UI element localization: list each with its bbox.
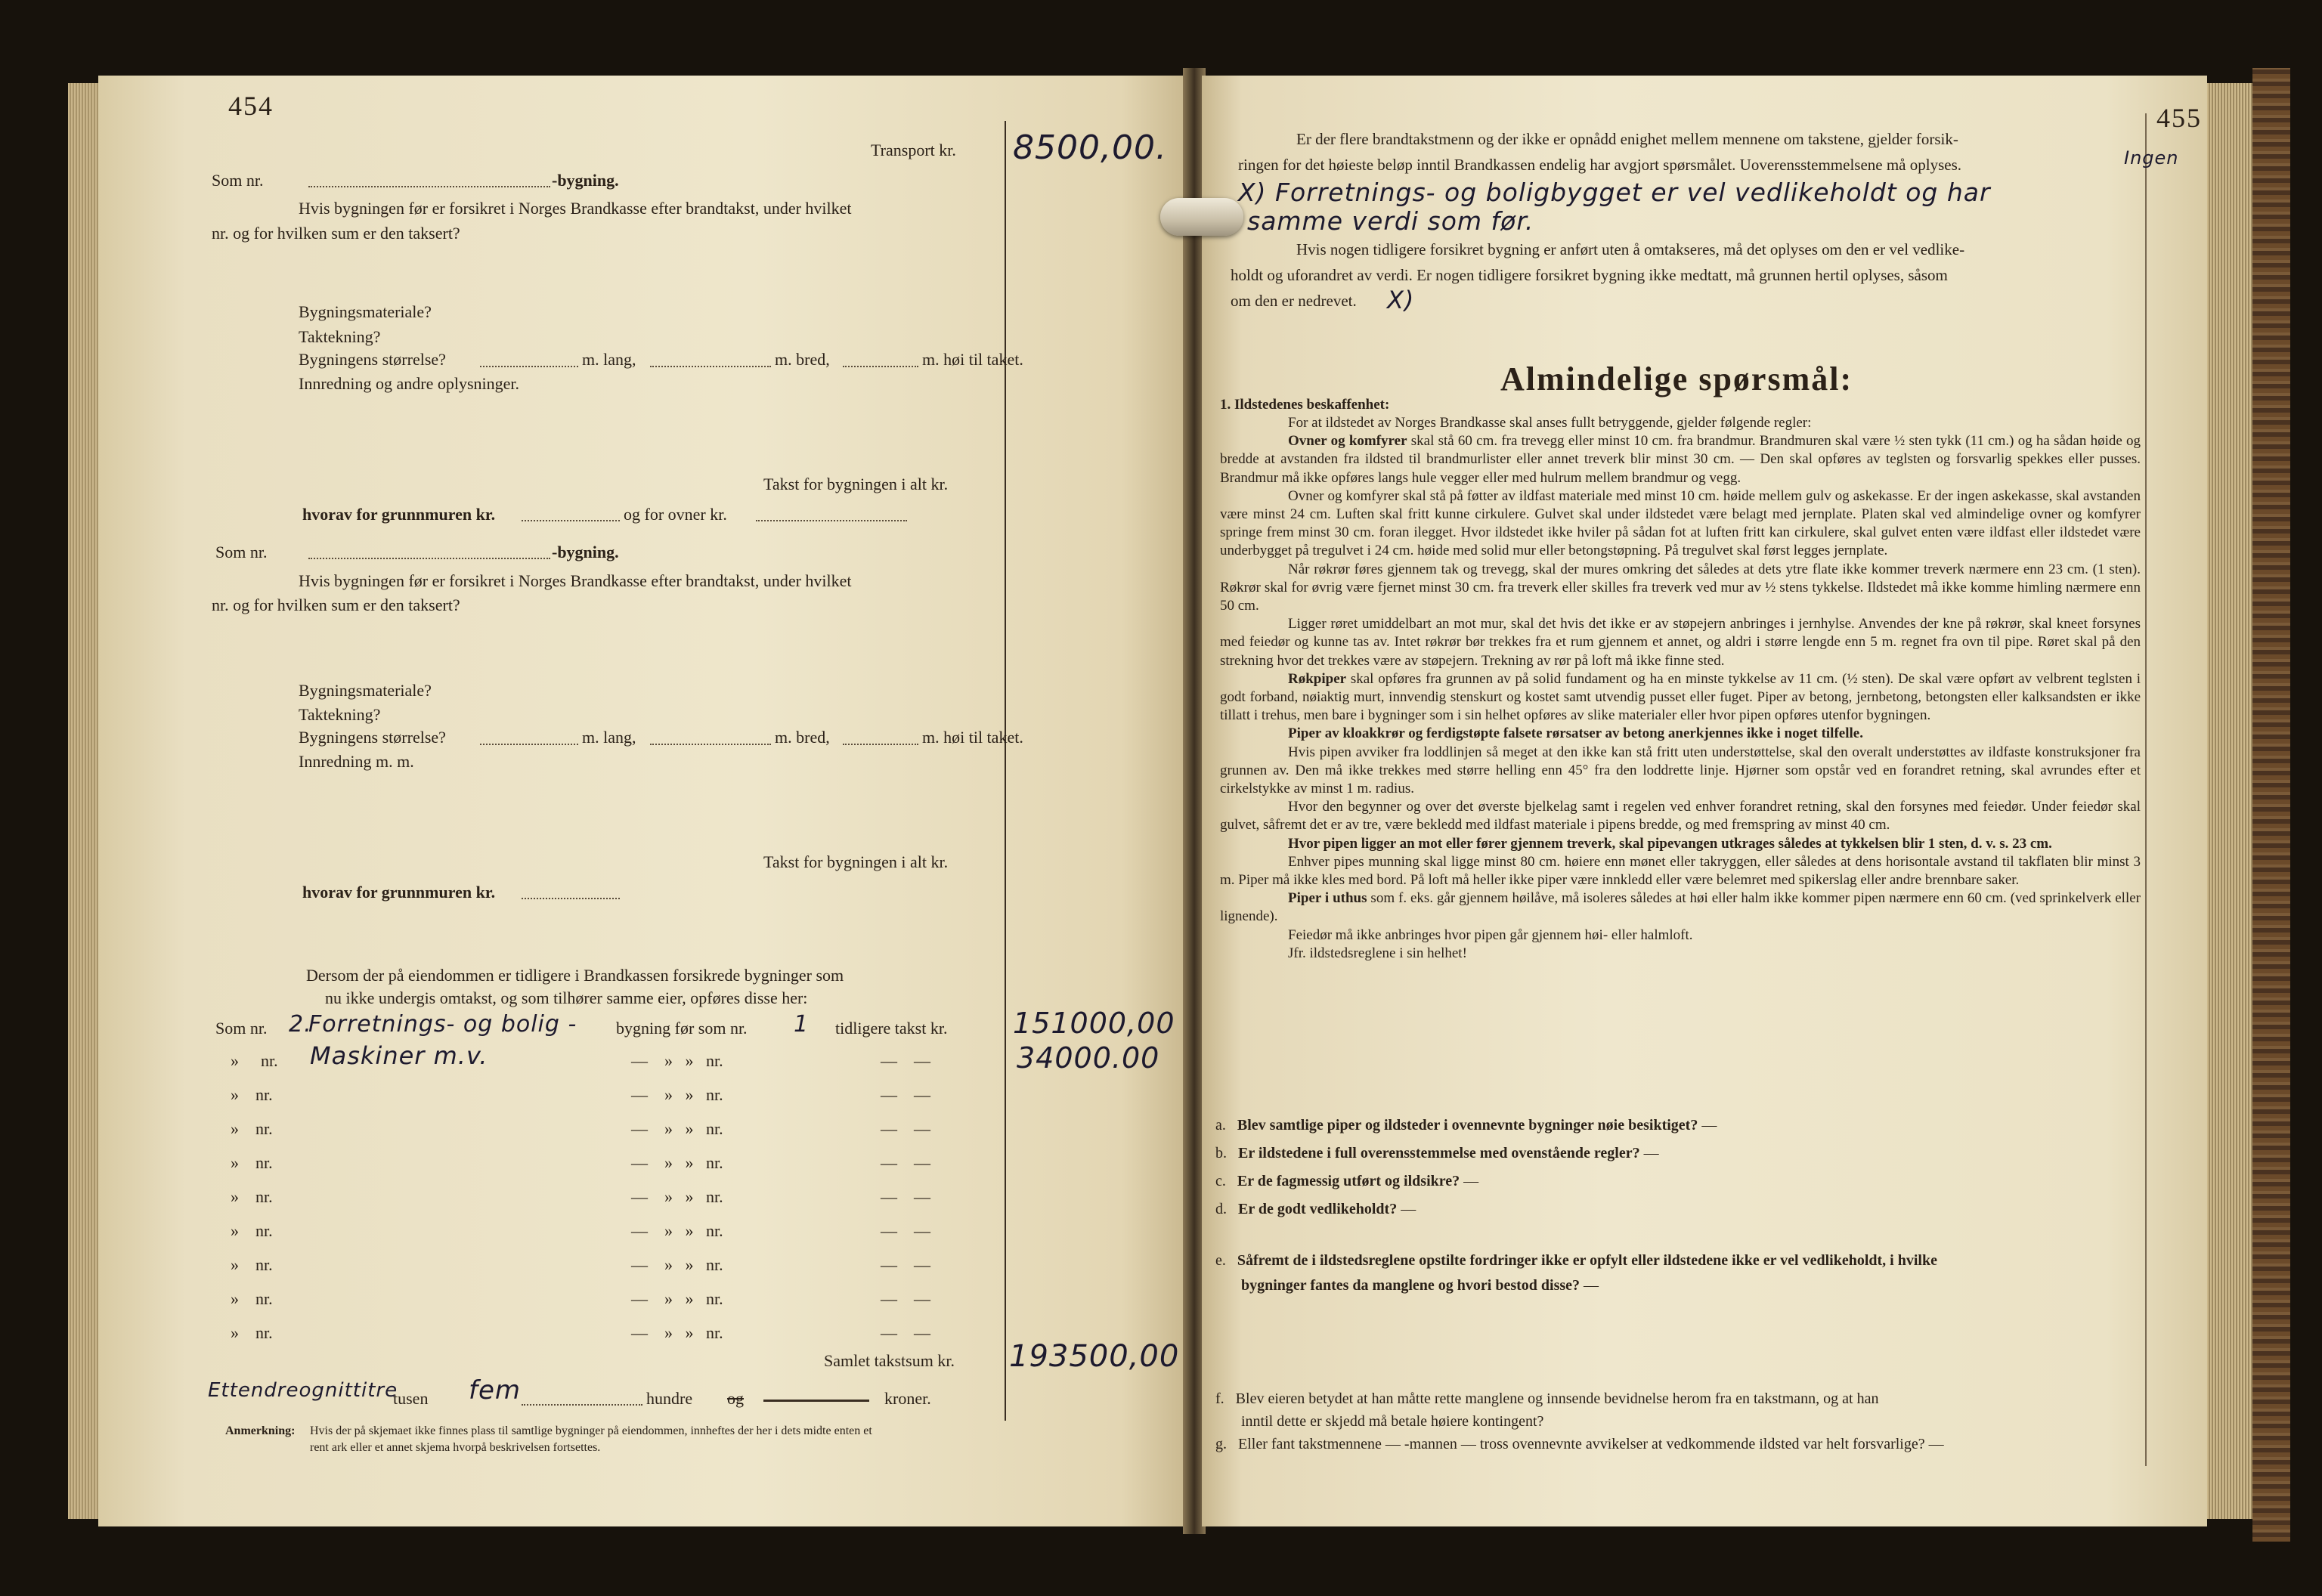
- rule-rokpiper: Røkpiper skal opføres fra grunnen av på solid fundament og ha en minste tykkelse av 11 cm. (½ sten). De skal være opført av velbrent teglsten i godt forband, nøiaktig murt, innvendig stenskurt og kostet samt utvendig pusset eller fuget. Piper av betong, jernbetong, betongsten eller kalksandsten er ikke tillatt i trehus, men bare i bygninger som i sin helhet opføres av slike materialer eller hvor pipen opføres utenfor bygningen.: [1220, 670, 2141, 724]
- rule-feiedor: Hvor den begynner og over det øverste bjelkelag samt i regelen ved enhver forandret retning, skal den forsynes med feiedør. Under feiedør skal gulvet, såfremt det er av tre, være bekledd med ildfast materiale i pipens bredde, og med fremspring av minst 40 cm.: [1220, 799, 2141, 834]
- anmerkning-text-2: rent ark eller et annet skjema hvorpå beskrivelsen fortsettes.: [310, 1441, 601, 1454]
- hvorav-label-1: hvorav for grunnmuren kr.: [302, 505, 496, 524]
- row-9: » nr.: [231, 1289, 273, 1308]
- right-margin-rule: [2145, 113, 2147, 1466]
- som-nr-label: Som nr.: [212, 171, 264, 190]
- row7-end: — —: [881, 1221, 930, 1240]
- answer-a: —: [1701, 1117, 1717, 1134]
- prev-line-2: holdt og uforandret av verdi. Er nogen tidligere forsikret bygning ikke medtatt, må grunnen hertil oplyses, såsom: [1231, 266, 1948, 284]
- left-page-edge: [68, 83, 98, 1519]
- interior-label-1: Innredning og andre oplysninger.: [299, 374, 520, 393]
- material-label-2: Bygningsmateriale?: [299, 681, 432, 700]
- right-page: [1202, 76, 2207, 1526]
- prev-line-1: Hvis nogen tidligere forsikret bygning er anført uten å omtakseres, må det oplyses om den er vel vedlike-: [1296, 240, 1965, 258]
- other-buildings-intro-2: nu ikke undergis omtakst, og som tilhører samme eier, opføres disse her:: [325, 988, 808, 1007]
- row9-mid: — » » nr.: [631, 1289, 723, 1308]
- row2-end: — —: [881, 1051, 930, 1070]
- row9-end: — —: [881, 1289, 930, 1308]
- ovner-label: og for ovner kr.: [624, 505, 727, 524]
- row2-quote: »: [231, 1051, 239, 1070]
- answer-d: —: [1401, 1201, 1416, 1217]
- row1-tidligere: tidligere takst kr.: [835, 1019, 948, 1038]
- prev-hw-mark: X): [1387, 286, 1415, 314]
- answer-c: —: [1463, 1173, 1479, 1189]
- m-bred-2: m. bred,: [775, 728, 830, 747]
- hw-note-line-2: samme verdi som før.: [1247, 206, 1534, 236]
- question-e: e. Såfremt de i ildstedsreglene opstilte fordringer ikke er opfylt eller ildstedene ikke er vel vedlikeholdt, i hvilke: [1215, 1252, 1937, 1269]
- row-4: » nr.: [231, 1119, 273, 1138]
- words-hundreds: fem: [469, 1375, 522, 1406]
- question-f: f. Blev eieren betydet at han måtte rette manglene og innsende bevidnelse herom fra en takstmann, og at han: [1215, 1390, 1879, 1407]
- words-og: og: [727, 1389, 744, 1408]
- other-buildings-intro-1: Dersom der på eiendommen er tidligere i Brandkassen forsikrede bygninger som: [306, 966, 844, 985]
- transport-label: Transport kr.: [871, 141, 956, 159]
- size-dots-1a: [480, 366, 578, 367]
- row2-mid: — » » nr.: [631, 1051, 723, 1070]
- row5-end: — —: [881, 1153, 930, 1172]
- question-g: g. Eller fant takstmennene — -mannen — tross ovennevnte avvikelser at vedkommende ildsted var helt forsvarlige? —: [1215, 1436, 1944, 1452]
- right-page-edge: [2207, 83, 2252, 1519]
- interior-label-2: Innredning m. m.: [299, 752, 414, 771]
- row1-prev-value: 151000,00: [1013, 1007, 1175, 1040]
- block1-question-2: nr. og for hvilken sum er den taksert?: [212, 224, 460, 243]
- left-vertical-rule: [1005, 121, 1006, 1421]
- rule-ovner-fot: Ovner og komfyrer skal stå på føtter av ildfast materiale med minst 10 cm. høide mellem gulv og askekasse. Er der ingen askekasse, skal avstanden være minst 24 cm. Luften skal fritt kunne cirkulere. Gulvet skal under ildstedet være belagt med jernplate. Platen skal ved almindelige ovner og komfyrer springe frem minst 30 cm. foran ilegget. Hvor ildstedet ikke hviler på sådan fot at luften fritt kan cirkulere, skal gulvet enten være ildfast eller ildstedet være underbygget på tregulvet i 24 cm. høide med solid mur eller betongstøpning. På tregulvet skal først legges jernplate.: [1220, 487, 2141, 559]
- binding-thread: [1160, 198, 1243, 236]
- intro-line-2: ringen for det høieste beløp inntil Brandkassen endelig har avgjort spørsmålet. Uoverensstemmelsene må oplyses.: [1238, 156, 1962, 174]
- rule-hoiloft: Feiedør må ikke anbringes hvor pipen går gjennem høi- eller halmloft.: [1288, 926, 1693, 943]
- page-number-right: 455: [2156, 103, 2202, 133]
- bygning-label: -bygning.: [552, 171, 619, 190]
- block1-question-1: Hvis bygningen før er forsikret i Norges Brandkasse efter brandtakst, under hvilket: [299, 199, 852, 218]
- size-dots-2b: [650, 744, 771, 745]
- size-dots-1c: [843, 366, 918, 367]
- question-c: c. Er de fagmessig utført og ildsikre? —: [1215, 1173, 1479, 1189]
- row-6: » nr.: [231, 1187, 273, 1206]
- size-label-1: Bygningens størrelse?: [299, 350, 446, 369]
- row3-mid: — » » nr.: [631, 1085, 723, 1104]
- row-10: » nr.: [231, 1323, 273, 1342]
- material-label-1: Bygningsmateriale?: [299, 302, 432, 321]
- rule-rokror: Når røkrør føres gjennem tak og trevegg, skal der mures omkring det således at dets ytre flate ikke kommer treverk nærmere enn 23 cm. (1 sten). Røkrør skal for øvrig være fjernet minst 30 cm. fra treverk eller skilles fra treverk ved mur av ½ stens tykkelse. Ildstedet må ikke komme himling nærmere enn 50 cm.: [1220, 561, 2141, 614]
- anmerkning-label: Anmerkning:: [225, 1424, 296, 1437]
- takst-total-label-1: Takst for bygningen i alt kr.: [763, 475, 949, 493]
- rule-uthus: Piper i uthus som f. eks. går gjennem høilåve, må isoleres således at høi eller halm ikke kommer pipen nærmere enn 60 cm. (ved sprinkelverk eller lignende).: [1220, 890, 2141, 925]
- words-thousands: Ettendreognittitre: [208, 1379, 398, 1402]
- words-kroner: kroner.: [884, 1389, 931, 1408]
- words-dots: [522, 1404, 642, 1406]
- transport-value: 8500,00.: [1013, 128, 1167, 167]
- row10-mid: — » » nr.: [631, 1323, 723, 1342]
- bygning-label-2: -bygning.: [552, 543, 619, 561]
- row4-end: — —: [881, 1119, 930, 1138]
- som-nr-label-2: Som nr.: [215, 543, 268, 561]
- hvorav-label-2: hvorav for grunnmuren kr.: [302, 883, 496, 902]
- takst-total-label-2: Takst for bygningen i alt kr.: [763, 852, 949, 871]
- intro-line-1: Er der flere brandtakstmenn og der ikke er opnådd enighet mellem mennene om takstene, gjelder forsik-: [1296, 130, 1958, 148]
- row6-mid: — » » nr.: [631, 1187, 723, 1206]
- answer-b: —: [1643, 1145, 1659, 1161]
- row-5: » nr.: [231, 1153, 273, 1172]
- m-hoi-1: m. høi til taket.: [922, 350, 1023, 369]
- section-1-title: 1. Ildstedenes beskaffenhet:: [1220, 397, 1390, 413]
- hvorav-dots-1: [522, 520, 620, 521]
- row-7: » nr.: [231, 1221, 273, 1240]
- m-hoi-2: m. høi til taket.: [922, 728, 1023, 747]
- samlet-label: Samlet takstsum kr.: [824, 1351, 955, 1370]
- rule-intro: For at ildstedet av Norges Brandkasse skal anses fullt betryggende, gjelder følgende regler:: [1288, 415, 1812, 431]
- row1-som-nr: Som nr.: [215, 1019, 268, 1038]
- hw-note-line-1: X) Forretnings- og boligbygget er vel vedlikeholdt og har: [1238, 178, 1991, 207]
- rule-treverk: Hvor pipen ligger an mot eller fører gjennem treverk, skal pipevangen utkrages således at tykkelsen blir 1 sten, d. v. s. 23 cm.: [1288, 835, 2052, 852]
- row2-building-name: Maskiner m.v.: [310, 1041, 488, 1070]
- block2-question-1: Hvis bygningen før er forsikret i Norges Brandkasse efter brandtakst, under hvilket: [299, 571, 852, 590]
- hw-margin-note: Ingen: [2124, 147, 2179, 169]
- words-tusen: tusen: [393, 1389, 429, 1408]
- question-a: a. Blev samtlige piper og ildsteder i ovennevnte bygninger nøie besiktiget? —: [1215, 1117, 1717, 1134]
- row6-end: — —: [881, 1187, 930, 1206]
- row10-end: — —: [881, 1323, 930, 1342]
- rule-ovner: Ovner og komfyrer skal stå 60 cm. fra trevegg eller minst 10 cm. fra brandmur. Brandmuren skal være ½ sten tykk (11 cm.) og ha sådan høide og bredde at avstanden fra ildsted til brandmurlister eller annet treverk blir minst 30 cm. — Den skal opføres av teglsten og forsvarlig spekkes eller pusses. Brandmur må ikke opføres langs hule vegger eller med hulrum mellem brandmur og vegg.: [1220, 433, 2141, 486]
- row5-mid: — » » nr.: [631, 1153, 723, 1172]
- section-heading: Almindelige spørsmål:: [1500, 360, 1853, 397]
- answer-e: —: [1584, 1277, 1599, 1294]
- row-3: » nr.: [231, 1085, 273, 1104]
- row4-mid: — » » nr.: [631, 1119, 723, 1138]
- size-dots-2a: [480, 744, 578, 745]
- size-label-2: Bygningens størrelse?: [299, 728, 446, 747]
- rule-jfr: Jfr. ildstedsreglene i sin helhet!: [1288, 945, 1467, 961]
- rule-roret: Ligger røret umiddelbart an mot mur, skal det hvis det ikke er av støpejern anbringes i jernhylse. Anvendes der kne på røkrør, skal kneet forsynes med feiedør og kunne tas av. Intet røkrør bør trekkes fra et rum gjennem et annet, og aldri i større lengde enn 5 m. regnet fra ovn til pipe. Røret skal på den strekning hvor det trekkes være av støpejern. Trekning av rør på loft må ikke finne sted.: [1220, 616, 2141, 669]
- hvorav-dots-2: [522, 898, 620, 899]
- question-b: b. Er ildstedene i full overensstemmelse med ovenstående regler? —: [1215, 1145, 1659, 1161]
- fire-rules-body: [1220, 414, 2141, 963]
- som-nr-dots-2: [308, 558, 550, 559]
- row1-bygning-for: bygning før som nr.: [616, 1019, 748, 1038]
- ovner-dots: [756, 520, 907, 521]
- row-8: » nr.: [231, 1255, 273, 1274]
- block2-question-2: nr. og for hvilken sum er den taksert?: [212, 595, 460, 614]
- row8-mid: — » » nr.: [631, 1255, 723, 1274]
- roof-label-1: Taktekning?: [299, 327, 381, 346]
- row2-nr: nr.: [261, 1051, 278, 1070]
- samlet-value: 193500,00: [1009, 1339, 1180, 1374]
- row1-prev-nr: 1: [794, 1011, 810, 1038]
- m-bred-1: m. bred,: [775, 350, 830, 369]
- row7-mid: — » » nr.: [631, 1221, 723, 1240]
- size-dots-1b: [650, 366, 771, 367]
- question-e-line-2: bygninger fantes da manglene og hvori bestod disse? —: [1241, 1277, 1599, 1294]
- rule-munning: Enhver pipes munning skal ligge minst 80 cm. høiere enn mønet eller takryggen, eller således at dens horisontale avstand til takflaten blir minst 3 m. Piper må ikke kles med bord. På loft må heller ikke piper være innkledd eller være belemret med spikerslag eller andre brennbare saker.: [1220, 853, 2141, 889]
- row2-prev-value: 34000.00: [1017, 1041, 1160, 1075]
- row1-nr-value: 2.: [289, 1011, 312, 1038]
- prev-line-3: om den er nedrevet.: [1231, 292, 1357, 310]
- size-dots-2c: [843, 744, 918, 745]
- rule-loddlinje: Hvis pipen avviker fra loddlinjen så meget at den ikke kan stå fritt uten understøttelse, skal den overalt understøttes av ildfaste konstruksjoner fra grunnen av. Den må ikke trekkes med større helling enn 45° fra den loddrette linje. Hjørner som opstår ved en forandret retning, skal avrundes efter et cirkelstykke av minst 1 m. radius.: [1220, 744, 2141, 797]
- words-dash: [763, 1400, 869, 1402]
- answer-g: —: [1928, 1436, 1944, 1452]
- anmerkning-text-1: Hvis der på skjemaet ikke finnes plass til samtlige bygninger på eiendommen, innheftes der her i dets midte enten et: [310, 1424, 872, 1437]
- page-number-left: 454: [228, 91, 274, 121]
- row3-end: — —: [881, 1085, 930, 1104]
- book-cover-edge: [2252, 68, 2290, 1542]
- row8-end: — —: [881, 1255, 930, 1274]
- left-page: [98, 76, 1187, 1526]
- row1-building-name: Forretnings- og bolig -: [308, 1011, 577, 1038]
- m-lang-2: m. lang,: [582, 728, 636, 747]
- question-f-line-2: inntil dette er skjedd må betale høiere kontingent?: [1241, 1413, 1544, 1430]
- roof-label-2: Taktekning?: [299, 705, 381, 724]
- m-lang-1: m. lang,: [582, 350, 636, 369]
- question-d: d. Er de godt vedlikeholdt? —: [1215, 1201, 1416, 1217]
- som-nr-dots: [308, 186, 550, 187]
- rule-kloakk: Piper av kloakkrør og ferdigstøpte falsete rørsatser av betong anerkjennes ikke i noget tilfelle.: [1288, 725, 1863, 742]
- words-hundre: hundre: [646, 1389, 693, 1408]
